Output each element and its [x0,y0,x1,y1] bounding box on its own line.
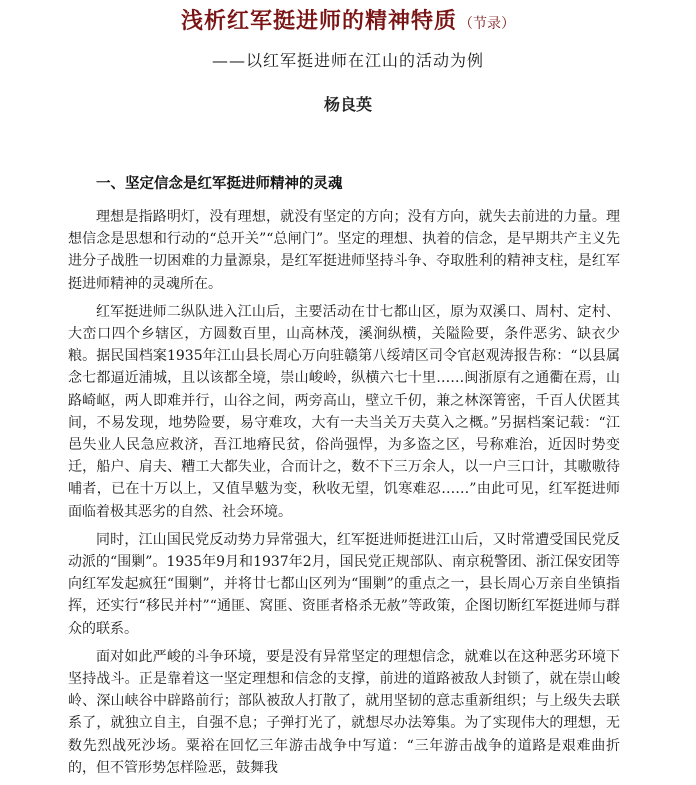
paragraph-2: 红军挺进师二纵队进入江山后，主要活动在廿七都山区，原为双溪口、周村、定村、大峦口四个乡辖区，方圆数百里，山高林茂，溪涧纵横，关隘险要，条件恶劣、缺衣少粮。据民国档案1935年江山县长周心万向驻赣第八绥靖区司令官赵观涛报告称：“以县属念七都逼近浦城，且以该都全境，崇山峻岭，纵横六七十里……闽浙原有之通衢在焉，山路崎岖，两人即难并行，山谷之间，两旁高山，壁立千仞，兼之林深箐密，千百人伏匿其间，不易发现，地势险要，易守难攻，大有一夫当关万夫莫入之概。”另据档案记载：“江邑失业人民急应救济，吾江地瘠民贫，俗尚强悍，为多盗之区，号称难治，近因时势变迁，船户、肩夫、糟工大都失业，合而计之，数不下三万余人，以一户三口计，其嗷嗷待哺者，已在十万以上，又值旱魃为变，秋收无望，饥寒难忍……”由此可见，红军挺进师面临着极其恶劣的自然、社会环境。 [68,303,620,520]
author-name: 杨良英 [323,95,372,114]
paragraph-4: 面对如此严峻的斗争环境，要是没有异常坚定的理想信念，就难以在这种恶劣环境下坚持战斗。正是靠着这一坚定理想和信念的支撑，前进的道路被敌人封锁了，就在崇山峻岭、深山峡谷中辟路前行；部队被敌人打散了，就用坚韧的意志重新组织；与上级失去联系了，就独立自主，自强不息；子弹打光了，就想尽办法筹集。为了实现伟大的理想，无数先烈战死沙场。粟裕在回忆三年游击战争中写道：“三年游击战争的道路是艰难曲折的，但不管形势怎样险恶，鼓舞我 [68,648,620,776]
paragraph-3: 同时，江山国民党反动势力异常强大，红军挺进师挺进江山后，又时常遭受国民党反动派的“围剿”。1935年9月和1937年2月，国民党正规部队、南京税警团、浙江保安团等向红军发起疯狂“围剿”，并将廿七都山区列为“围剿”的重点之一，县长周心万亲自坐镇指挥，还实行“移民并村”“通匪、窝匪、资匪者格杀无赦”等政策，企图切断红军挺进师与群众的联系。 [68,531,620,637]
paragraph-1: 理想是指路明灯，没有理想，就没有坚定的方向；没有方向，就失去前进的力量。理想信念是思想和行动的“总开关”“总闸门”。坚定的理想、执着的信念，是早期共产主义先进分子战胜一切困难的力量源泉，是红军挺进师坚持斗争、夺取胜利的精神支柱，是红军挺进师精神的灵魂所在。 [68,209,620,292]
article-body [68,206,620,785]
article-title-block [0,4,696,35]
article-subtitle: ——以红军挺进师在江山的活动为例 [211,51,484,70]
section-heading: 一、坚定信念是红军挺进师精神的灵魂 [96,175,343,192]
article-title: 浅析红军挺进师的精神特质 [180,8,457,34]
title-note: （节录） [459,16,515,32]
